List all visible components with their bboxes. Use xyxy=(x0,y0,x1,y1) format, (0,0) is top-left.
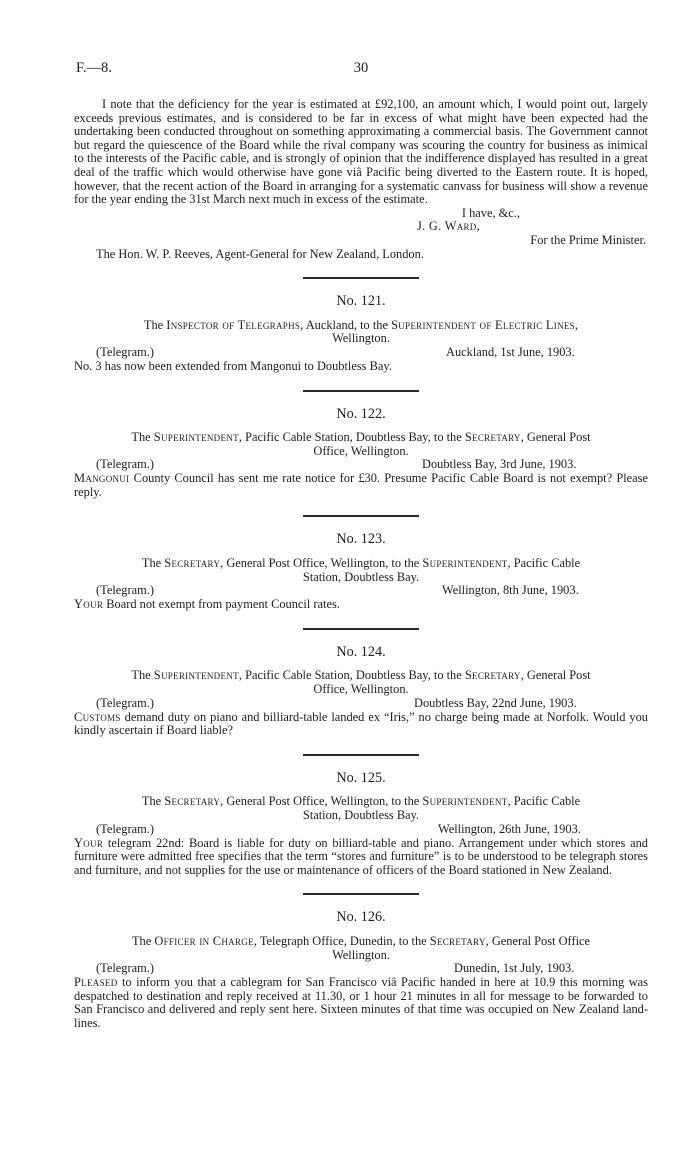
message-number: No. 121. xyxy=(336,293,386,310)
recipient-title: Superintendent xyxy=(422,556,508,571)
place-date: Doubtless Bay, 22nd June, 1903. xyxy=(414,695,577,710)
message-heading: The Secretary, General Post Office, Wellington, to the Superintendent, Pacific Cable Station, Doubtless Bay. xyxy=(141,556,581,584)
recipient-title: Superintendent of Electric Lines xyxy=(391,317,575,332)
lead-word: Pleased xyxy=(74,975,118,990)
place-date: Wellington, 26th June, 1903. xyxy=(438,821,581,836)
section-divider xyxy=(303,390,419,392)
message-heading: The Superintendent, Pacific Cable Station, Doubtless Bay, to the Secretary, General Post Office, Wellington. xyxy=(131,668,591,697)
place-date: Doubtless Bay, 3rd June, 1903. xyxy=(422,457,577,472)
sender-title: Superintendent xyxy=(153,430,239,445)
section-divider xyxy=(303,277,419,279)
recipient-title: Secretary xyxy=(464,430,521,445)
message-number: No. 123. xyxy=(336,531,386,548)
recipient-title: Secretary xyxy=(464,668,521,683)
message-126 xyxy=(74,911,648,1030)
section-divider xyxy=(303,754,419,756)
message-meta xyxy=(74,584,648,598)
message-type: (Telegram.) xyxy=(96,344,154,359)
message-123 xyxy=(74,533,648,611)
message-121 xyxy=(74,295,648,373)
section-divider xyxy=(303,628,419,630)
sender-title: Superintendent xyxy=(153,668,239,683)
message-122 xyxy=(74,405,648,500)
message-body: Your Board not exempt from payment Council rates. xyxy=(74,597,340,612)
sender-title: Secretary xyxy=(164,794,221,809)
document-page xyxy=(74,62,648,1031)
message-heading: The Officer in Charge, Telegraph Office, Dunedin, to the Secretary, General Post Office Wellington. xyxy=(131,933,591,962)
message-heading: The Superintendent, Pacific Cable Station, Doubtless Bay, to the Secretary, General Post Office, Wellington. xyxy=(131,430,591,458)
message-number: No. 125. xyxy=(336,769,386,786)
signatory-name: J. G. Ward, xyxy=(416,219,480,234)
message-124 xyxy=(74,643,648,738)
section-divider xyxy=(303,893,419,895)
message-number: No. 124. xyxy=(336,643,386,660)
place-date: Dunedin, 1st July, 1903. xyxy=(454,961,575,976)
lead-word: Mangonui xyxy=(74,471,130,486)
message-meta xyxy=(74,346,648,360)
message-meta xyxy=(74,962,648,976)
sender-title: Officer in Charge xyxy=(154,933,254,948)
sender-title: Secretary xyxy=(164,556,221,571)
place-date: Auckland, 1st June, 1903. xyxy=(446,344,575,359)
message-heading: The Inspector of Telegraphs, Auckland, to the Superintendent of Electric Lines, Wellington. xyxy=(143,317,579,346)
message-body: Mangonui County Council has sent me rate notice for £30. Presume Pacific Cable Board is not exempt? Please reply. xyxy=(74,471,648,499)
closing-line: I have, &c., xyxy=(461,205,520,220)
addressee-line: The Hon. W. P. Reeves, Agent-General for New Zealand, London. xyxy=(96,246,424,261)
page-header xyxy=(74,62,648,80)
message-type: (Telegram.) xyxy=(96,821,154,836)
message-heading: The Secretary, General Post Office, Wellington, to the Superintendent, Pacific Cable Station, Doubtless Bay. xyxy=(141,794,581,822)
message-meta xyxy=(74,823,648,837)
section-divider xyxy=(303,515,419,517)
message-body: No. 3 has now been extended from Mangonui to Doubtless Bay. xyxy=(74,358,392,373)
message-type: (Telegram.) xyxy=(96,583,154,598)
message-body: Pleased to inform you that a cablegram for San Francisco viâ Pacific handed in here at 10.9 this morning was despatched to destination and reply received at 11.30, or 1 hour 21 minutes in all for message to be forwarded to San Francisco and delivered and reply sent here. Sixteen minutes of that time was occupied on New Zealand land-lines. xyxy=(74,975,648,1030)
intro-letter xyxy=(74,98,648,261)
message-number: No. 122. xyxy=(336,405,386,422)
sender-title: Inspector of Telegraphs xyxy=(166,317,301,332)
lead-word: Customs xyxy=(74,709,121,724)
signatory-role: For the Prime Minister. xyxy=(530,232,646,247)
message-meta xyxy=(74,697,648,711)
lead-word: Your xyxy=(74,597,104,612)
lead-word: Your xyxy=(74,835,104,850)
message-type: (Telegram.) xyxy=(96,961,154,976)
message-number: No. 126. xyxy=(336,909,386,926)
place-date: Wellington, 8th June, 1903. xyxy=(442,583,579,598)
recipient-title: Superintendent xyxy=(422,794,508,809)
page-number: 30 xyxy=(353,60,369,76)
message-type: (Telegram.) xyxy=(96,695,154,710)
series-code: F.—8. xyxy=(76,60,112,76)
message-meta xyxy=(74,458,648,472)
recipient-title: Secretary xyxy=(429,933,486,948)
message-type: (Telegram.) xyxy=(96,457,154,472)
intro-paragraph: I note that the deficiency for the year is estimated at £92,100, an amount which, I would point out, largely exceeds previous estimates, and is considered to be far in excess of what might have been expected had the undertaking been conducted throughout on something approximating a commercial basis. The Government cannot but regard the quiescence of the Board while the rival company was scouring the country for business as inimical to the interests of the Pacific cable, and is strongly of opinion that the indifference displayed has resulted in a great deal of the traffic which would otherwise have gone viâ Pacific being diverted to the Eastern route. It is hoped, however, that the recent action of the Board in arranging for a systematic canvass for business will show a revenue for the year ending the 31st March next much in excess of the estimate. xyxy=(74,97,648,207)
message-body: Customs demand duty on piano and billiard-table landed ex “Iris,” no charge being made at Norfolk. Would you kindly ascertain if Board liable? xyxy=(74,709,648,738)
message-125 xyxy=(74,769,648,878)
message-body: Your telegram 22nd: Board is liable for duty on billiard-table and piano. Arrangement under which stores and furniture were admitted free specifies that the term “stores and furniture” is to be understood to be telegraph stores and furniture, and not supplies for the use or maintenance of officers of the Board stationed in New Zealand. xyxy=(74,835,648,877)
